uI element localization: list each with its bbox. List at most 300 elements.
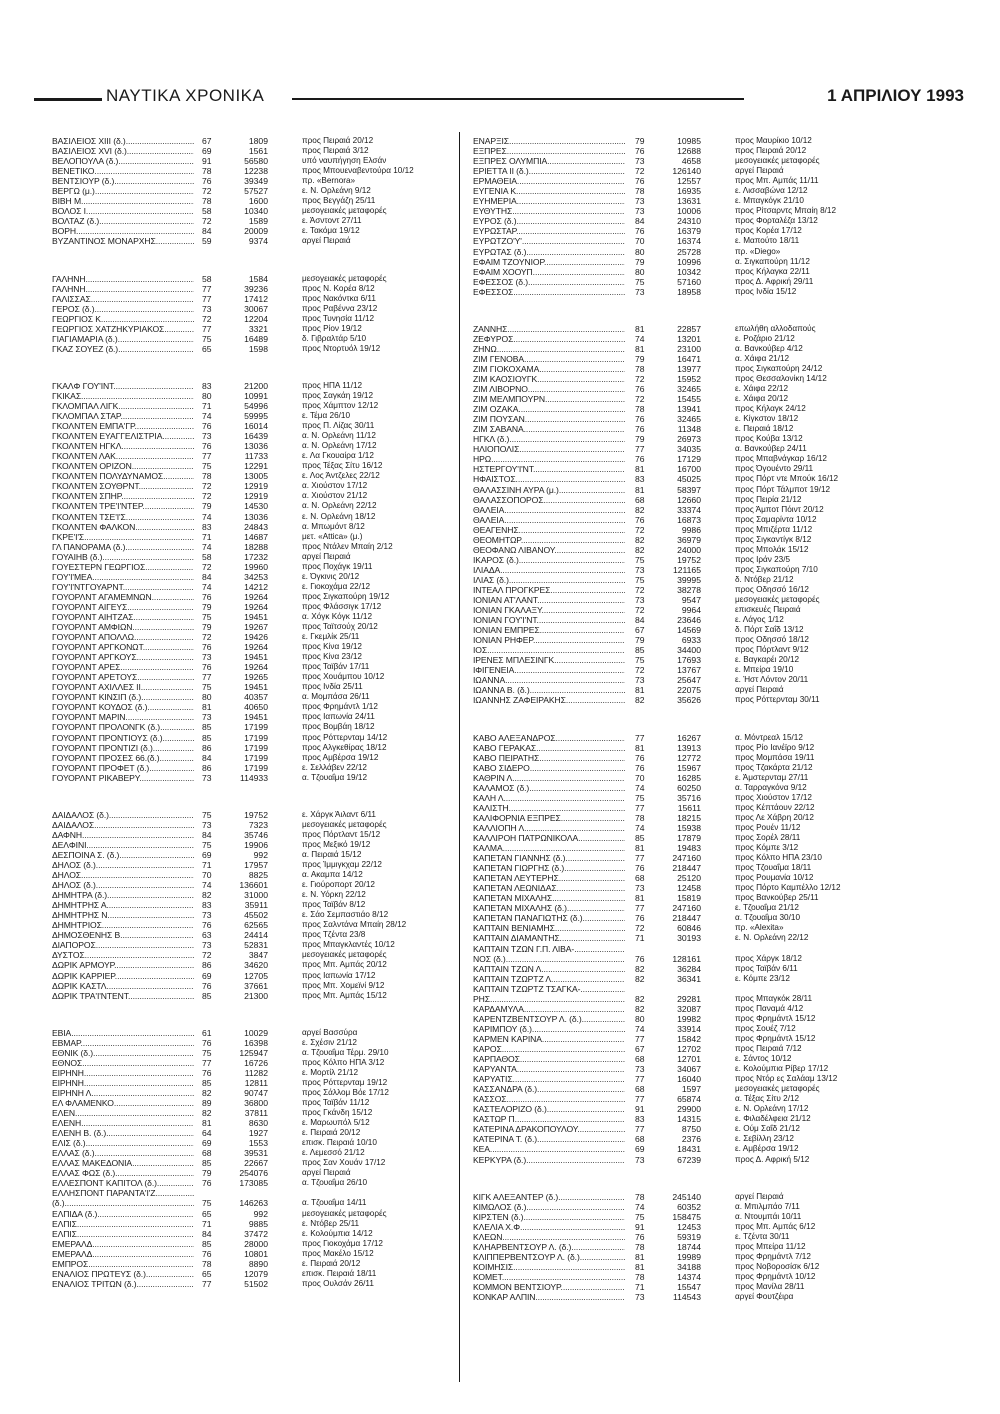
build-year: 71 [635, 933, 645, 944]
build-year: 82 [635, 695, 645, 706]
ship-row [52, 820, 492, 830]
ship-name: ΙΩΑΝΝΑ Β. (δ.) ..... [473, 685, 625, 695]
ship-name: ΒΑΣΙΛΕΙΟΣ XVI (δ.) ..... [52, 146, 194, 156]
ship-row [52, 870, 492, 880]
tonnage: 18431 [677, 1144, 701, 1155]
build-year: 79 [202, 501, 212, 512]
position-note: προς Κόλπο ΗΠΑ 3/12 [302, 1057, 385, 1067]
tonnage: 58397 [677, 484, 701, 495]
tonnage: 51502 [244, 1278, 268, 1289]
ship-row [52, 763, 492, 773]
ship-row [473, 1034, 913, 1044]
ship-row [473, 853, 913, 863]
ship-row [52, 722, 492, 732]
tonnage: 992 [253, 1208, 268, 1219]
position-note: προς Κίνα 23/12 [302, 652, 362, 662]
ship-name: ΚΑΣΣΑΝΔΡΑ (δ.) ..... [473, 1084, 625, 1094]
ship-row [52, 401, 492, 411]
ship-name: ΔΑΦΝΗ ..... [52, 830, 194, 840]
build-year: 77 [635, 1094, 645, 1105]
tonnage: 39531 [244, 1148, 268, 1159]
issue-date: 1 ΑΠΡΙΛΙΟΥ 1993 [827, 86, 964, 105]
position-note: α. Τζουαΐμα 19/12 [302, 772, 367, 782]
position-note: ε. Γιούροπορτ 20/12 [302, 880, 375, 890]
tonnage: 23646 [677, 615, 701, 626]
position-note: α. Ακαμπα 14/12 [302, 870, 363, 880]
ship-name: ΚΑΠΕΤΑΝ ΓΙΩΡΓΗΣ (δ.) ..... [473, 863, 625, 873]
ship-name: ΚΑΠΕΤΑΝ ΜΙΧΑΛΗΣ (δ.) ..... [473, 903, 625, 913]
tonnage: 8630 [248, 1118, 268, 1129]
tonnage: 17199 [244, 752, 268, 763]
ship-row [473, 733, 913, 743]
build-year: 83 [202, 380, 212, 391]
build-year: 73 [635, 883, 645, 894]
position-note: προς Μπ. Αμπάς 6/12 [735, 1221, 816, 1231]
ship-name: ΕΛΛΑΣ ΜΑΚΕΔΟΝΙΑ ..... [52, 1158, 194, 1168]
ship-name: ΓΚΟΛΝΤΕΝ ΠΟΛΥΔΥΝΑΜΟΣ ..... [52, 471, 194, 481]
position-note: προς Μπουεναβεντούρα 10/12 [302, 166, 414, 176]
position-note: ε. Μπαγκόγκ 21/10 [735, 196, 804, 206]
position-note: προς Πόρτ ντε Μπούκ 16/12 [735, 474, 839, 484]
tonnage: 14212 [244, 581, 268, 592]
tonnage: 16873 [677, 514, 701, 525]
ship-name: ΚΑΤΕΡΙΝΑ Τ. (δ.) ..... [473, 1134, 625, 1144]
position-note: ε. Τέμα 26/10 [302, 411, 351, 421]
ship-name: ΚΙΡΣΤΕΝ (δ.) ..... [473, 1212, 625, 1222]
position-note: προς Μπ. Αμπάς 11/11 [735, 176, 819, 186]
position-note: προς Τζακάρτα 21/12 [735, 762, 813, 772]
ship-row [473, 166, 913, 176]
ship-row [52, 960, 492, 970]
position-note: προς Ουλσάν 26/11 [302, 1278, 374, 1288]
ship-row [473, 384, 913, 394]
ship-name: ΙΦΙΓΕΝΕΙΑ ..... [473, 665, 625, 675]
ship-row [473, 974, 913, 984]
tonnage: 14530 [244, 501, 268, 512]
tonnage: 24843 [244, 521, 268, 532]
ship-name: ΓΟΥΟΡΛΝΤ ΑΡΓΚΟΥΣ ..... [52, 652, 194, 662]
ship-section [52, 136, 492, 247]
build-year: 79 [202, 601, 212, 612]
ship-name: ΕΥΡΟΣ (δ.) ..... [473, 216, 625, 226]
tonnage: 254076 [239, 1168, 268, 1179]
position-note: ε. Άσντοντ 27/11 [302, 216, 362, 226]
ship-name: ΚΛΕΛΙΑ Χ.Φ. ..... [473, 1222, 625, 1232]
ship-section [473, 733, 913, 1165]
ship-name: ΓΚΡΕ'Ι'Σ ..... [52, 532, 194, 542]
ship-row [52, 773, 492, 783]
tonnage: 34400 [677, 645, 701, 656]
ship-row [473, 1024, 913, 1034]
ship-row [52, 1108, 492, 1118]
position-note: προς Οδησσό 16/12 [735, 584, 809, 594]
ship-name: ΕΛ ΦΛΑΜΕΝΚΟ ..... [52, 1098, 194, 1108]
ship-row [52, 136, 492, 146]
ship-row [473, 1084, 913, 1094]
ship-name: ΚΑΒΟ ΣΙΔΕΡΟ ..... [473, 763, 625, 773]
position-note: ε. Χάργκ Άιλαντ 6/11 [302, 809, 376, 819]
build-year: 75 [202, 1198, 212, 1209]
ship-row [473, 773, 913, 783]
ship-row [52, 1098, 492, 1108]
position-note: προς Τυνησία 11/12 [302, 313, 375, 323]
tonnage: 12204 [244, 313, 268, 324]
ship-row [473, 984, 913, 994]
ship-name: ΙΟΝΙΑΝ ΓΟΥ'Ι'ΝΤ ..... [473, 615, 625, 625]
position-note: α. Βανκούβερ 4/12 [735, 343, 803, 353]
build-year: 72 [202, 186, 212, 197]
build-year: 75 [202, 682, 212, 693]
ship-name: ΚΟΜΕΤ ..... [473, 1272, 625, 1282]
tonnage: 13941 [677, 404, 701, 415]
ship-row [473, 287, 913, 297]
ship-row [473, 585, 913, 595]
build-year: 72 [202, 632, 212, 643]
tonnage: 17199 [244, 722, 268, 733]
ship-name: ΚΑΤΕΡΙΝΑ ΔΡΑΚΟΠΟΥΛΟΥ ..... [473, 1124, 625, 1134]
position-note: ε. Μορτίλ 21/12 [302, 1067, 359, 1077]
position-note: προς Φρημάντλ 1/12 [302, 702, 378, 712]
position-note: προς Μπ. Χομεϊνί 9/12 [302, 980, 385, 990]
position-note: προς Ιράν 23/5 [735, 554, 791, 564]
tonnage: 37661 [244, 980, 268, 991]
build-year: 72 [202, 481, 212, 492]
position-note: προς Γιοκοχάμα 17/12 [302, 1238, 383, 1248]
ship-name: ΙΡΕΝΕΣ ΜΠΛΕΣΙΝΓΚ ..... [473, 655, 625, 665]
ship-row [52, 166, 492, 176]
ship-row [52, 206, 492, 216]
position-note: ε. Ν. Ορλεάνη 9/12 [302, 186, 371, 196]
ship-name: ΙΟΣ ..... [473, 645, 625, 655]
tonnage: 1589 [248, 216, 268, 227]
position-note: ε. Λισσαβώνα 12/12 [735, 186, 808, 196]
ship-row [52, 572, 492, 582]
build-year: 75 [635, 792, 645, 803]
build-year: 65 [202, 1208, 212, 1219]
build-year: 72 [202, 561, 212, 572]
build-year: 76 [635, 424, 645, 435]
build-year: 82 [635, 993, 645, 1004]
ship-name: ΚΛΙΠΠΕΡΒΕΝΤΣΟΥΡ Λ. (δ.) ..... [473, 1252, 625, 1262]
tonnage: 36284 [677, 963, 701, 974]
ship-row [52, 860, 492, 870]
position-note: ε. Κίγκστον 18/12 [735, 414, 799, 424]
position-note: προς Ρίο Ιανέϊρο 9/12 [735, 742, 815, 752]
tonnage: 19265 [244, 672, 268, 683]
ship-name: ΚΑΠΕΤΑΝ ΠΑΝΑΓΙΩΤΗΣ (δ.) ..... [473, 913, 625, 923]
ship-row [473, 954, 913, 964]
position-note: προς Ν. Κορέα 8/12 [302, 283, 375, 293]
position-note: μεσογειακές μεταφορές [302, 950, 387, 960]
position-note: προς Αμβέρσα 19/12 [302, 752, 379, 762]
position-note: ε. Ν. Ορλεάνη 18/12 [302, 511, 376, 521]
ship-row [52, 1249, 492, 1259]
ship-name: ΓΟΥ'Ι'ΜΕΑ ..... [52, 572, 194, 582]
ship-name: ΙΟΝΙΑΝ ΑΤ'ΛΑΝΤ ..... [473, 595, 625, 605]
build-year: 76 [202, 176, 212, 187]
tonnage: 11348 [677, 424, 701, 435]
ship-name: ΘΕΟΦΑΝΩ ΛΙΒΑΝΟΥ ..... [473, 545, 625, 555]
tonnage: 18288 [244, 541, 268, 552]
position-note: α. Σιγκαπούρη 11/12 [735, 256, 810, 266]
tonnage: 19264 [244, 662, 268, 673]
ship-name: ΓΟΥΟΡΛΝΤ ΑΠΟΛΛΩ ..... [52, 632, 194, 642]
ship-row [52, 1048, 492, 1058]
build-year: 75 [635, 554, 645, 565]
ship-name: ΚΑΛΜΑ ..... [473, 843, 625, 853]
ship-row [52, 981, 492, 991]
build-year: 59 [202, 236, 212, 247]
position-note: ε. Κολούμπια Ρίβερ 17/12 [735, 1064, 829, 1074]
build-year: 73 [202, 940, 212, 951]
ship-name: ΓΚΛΟΜΠΑΛ ΛΙΓΚ ..... [52, 401, 194, 411]
ship-row [52, 1058, 492, 1068]
ship-row [473, 1282, 913, 1292]
build-year: 89 [202, 1097, 212, 1108]
build-year: 72 [635, 605, 645, 616]
ship-name: ΔΗΛΟΣ ..... [52, 870, 194, 880]
build-year: 75 [202, 333, 212, 344]
tonnage: 17879 [677, 833, 701, 843]
position-note: α. Τζουαΐμα Τέρμ. 29/10 [302, 1047, 389, 1057]
ship-name: ΔΗΜΗΤΡΙΟΣ ..... [52, 920, 194, 930]
position-note: προς Ταϊβάν 8/12 [302, 900, 366, 910]
publication-title: ΝΑΥΤΙΚΑ ΧΡΟΝΙΚΑ [106, 86, 265, 105]
position-note: α. Χιούστον 21/12 [302, 491, 368, 501]
ship-row [52, 850, 492, 860]
ship-name: ΗΦΑΙΣΤΟΣ ..... [473, 474, 625, 484]
tonnage: 21300 [244, 990, 268, 1001]
ship-name: ΚΑΠΕΤΑΝ ΛΕΩΝΙΔΑΣ ..... [473, 883, 625, 893]
tonnage: 17199 [244, 732, 268, 743]
build-year: 76 [202, 1248, 212, 1259]
ship-name: ΚΑΒΟ ΑΛΕΞΑΝΔΡΟΣ ..... [473, 733, 625, 743]
position-note: προς Κόμπε 3/12 [735, 843, 799, 853]
position-note: προς Χουάμπου 10/12 [302, 672, 385, 682]
tonnage: 16471 [677, 353, 701, 364]
ship-row [52, 304, 492, 314]
ship-name: ΘΕΟΜΗΤΩΡ ..... [473, 535, 625, 545]
ship-name: ΔΥΣΤΟΣ ..... [52, 950, 194, 960]
ship-name: ΔΑΙΔΑΛΟΣ ..... [52, 820, 194, 830]
build-year: 67 [635, 1043, 645, 1054]
position-note: μεσογειακές μεταφορές [735, 595, 820, 605]
build-year: 77 [635, 732, 645, 743]
build-year: 72 [202, 313, 212, 324]
position-note: προς Ιαπωνία 17/12 [302, 970, 376, 980]
position-note: προς Ρουέν 11/12 [735, 822, 801, 832]
position-note: προς Πόρτλαντ 9/12 [735, 645, 809, 655]
build-year: 86 [202, 742, 212, 753]
ship-row [52, 186, 492, 196]
tonnage: 90747 [244, 1087, 268, 1098]
ship-row [473, 1094, 913, 1104]
tonnage: 12557 [677, 176, 701, 187]
ship-name: ΔΗΛΟΣ (δ.) ..... [52, 880, 194, 890]
ship-name: ΚΑΛΙΦΟΡΝΙΑ ΕΞΠΡΕΣ ..... [473, 813, 625, 823]
ship-row [473, 464, 913, 474]
tonnage: 34253 [244, 571, 268, 582]
build-year: 68 [202, 1148, 212, 1159]
build-year: 84 [202, 571, 212, 582]
position-note: προς Βεγγάζη 25/11 [302, 196, 376, 206]
tonnage: 15819 [677, 893, 701, 904]
build-year: 69 [202, 849, 212, 860]
ship-row [52, 753, 492, 763]
ship-row [473, 545, 913, 555]
position-note: προς Σαν Χουάν 17/12 [302, 1158, 386, 1168]
build-year: 77 [635, 903, 645, 914]
ship-row [473, 555, 913, 565]
build-year: 73 [635, 1154, 645, 1165]
position-note: μεσογειακές μεταφορές [302, 819, 387, 829]
ship-row [52, 522, 492, 532]
position-note: προς Φλάσσιγκ 17/12 [302, 601, 382, 611]
ship-name: ΙΚΑΡΟΣ (δ.) ..... [473, 555, 625, 565]
ship-name: ΓΚΟΛΝΤΕΝ ΟΡΙΖΟΝ ..... [52, 461, 194, 471]
build-year: 75 [202, 839, 212, 850]
build-year: 72 [202, 950, 212, 961]
ship-name: ΓΟΥΑΙΗΒ (δ.) ..... [52, 552, 194, 562]
ship-row [473, 605, 913, 615]
ship-name: ΡΗΣ ..... [473, 994, 625, 1004]
ship-name: ΚΑΡΙΜΠΟΥ (δ.) ..... [473, 1024, 625, 1034]
build-year: 74 [635, 782, 645, 793]
position-note: ε. Χάιφα 22/12 [735, 384, 789, 394]
ship-row [52, 1148, 492, 1158]
build-year: 80 [202, 692, 212, 703]
ship-row [52, 733, 492, 743]
build-year: 78 [202, 471, 212, 482]
ship-row [473, 1054, 913, 1064]
ship-row [52, 1088, 492, 1098]
ship-name: ΚΑΠΤΑΙΝ ΤΖΩΡΤΖ Λ. ..... [473, 974, 625, 984]
ship-row [473, 485, 913, 495]
tonnage: 136601 [239, 880, 268, 891]
tonnage: 24310 [677, 216, 701, 227]
ship-row [52, 146, 492, 156]
build-year: 76 [202, 591, 212, 602]
build-year: 74 [635, 333, 645, 344]
ship-name: ΕΛΠΙΣ ..... [52, 1229, 194, 1239]
position-note: α. Ν. Ορλεάνη 11/12 [302, 431, 376, 441]
ship-name: ΓΟΥΟΡΛΝΤ ΠΡΟΝΤΙΖΙ (δ.) ..... [52, 743, 194, 753]
ship-name: ΕΡΙΕΤΤΑ ΙΙ (δ.) ..... [473, 166, 625, 176]
ship-name: ΕΥΡΩΣΤΑΡ ..... [473, 226, 625, 236]
position-note: προς Φορταλέζα 13/12 [735, 216, 818, 226]
ship-name: ΔΗΛΟΣ (δ.) ..... [52, 860, 194, 870]
position-note: προς Πειραιά 7/12 [735, 1043, 802, 1053]
ship-name: ΕΒΜΑΡ ..... [52, 1038, 194, 1048]
build-year: 68 [635, 494, 645, 505]
build-year: 84 [202, 226, 212, 237]
build-year: 76 [635, 1231, 645, 1242]
ship-row [52, 632, 492, 642]
build-year: 71 [202, 531, 212, 542]
build-year: 73 [635, 206, 645, 217]
tonnage: 16726 [244, 1057, 268, 1068]
ship-name: ΓΕΩΡΓΙΟΣ ΧΑΤΖΗΚΥΡΙΑΚΟΣ ..... [52, 324, 194, 334]
tonnage: 30193 [677, 933, 701, 944]
build-year: 81 [635, 343, 645, 354]
build-year: 79 [635, 635, 645, 646]
ship-name: ΓΟΥΟΡΛΝΤ ΠΡΟΝΤΙΟΥΣ (δ.) ..... [52, 733, 194, 743]
ship-row [473, 324, 913, 334]
position-note: ε. Σεβίλλη 23/12 [735, 1134, 794, 1144]
position-note: ε. Ν. Υόρκη 22/12 [302, 890, 366, 900]
ship-row [52, 491, 492, 501]
tonnage: 17199 [244, 762, 268, 773]
ship-name: ΔΕΣΠΟΙΝΑ Σ. (δ.) ..... [52, 850, 194, 860]
tonnage: 16489 [244, 333, 268, 344]
ship-name: ΓΟΥΟΡΛΝΤ ΑΡΓΚΟΝΩΤ ..... [52, 642, 194, 652]
build-year: 76 [202, 920, 212, 931]
tonnage: 8750 [681, 1124, 701, 1135]
ship-row [473, 763, 913, 773]
ship-row [52, 344, 492, 354]
build-year: 84 [635, 615, 645, 626]
ship-row [52, 1259, 492, 1269]
tonnage: 36800 [244, 1097, 268, 1108]
ship-name: ΔΩΡΙΚ ΚΑΣΤΛ ..... [52, 981, 194, 991]
tonnage: 9547 [681, 595, 701, 606]
ship-name: ΘΕΑΓΕΝΗΣ ..... [473, 525, 625, 535]
tonnage: 26973 [677, 434, 701, 445]
position-note: αργεί Βασσύρα [302, 1027, 358, 1037]
tonnage: 30067 [244, 303, 268, 314]
ship-name: ΚΑΠΤΑΙΝ ΤΖΩΡΤΖ ΤΣΑΓΚΑ- ..... [473, 984, 625, 994]
build-year: 73 [202, 819, 212, 830]
ship-name: ΘΑΛΕΙΑ ..... [473, 515, 625, 525]
position-note: προς Μπαγκόκ 28/11 [735, 993, 813, 1003]
position-note: προς Μπ. Αμπάς 20/12 [302, 960, 387, 970]
position-note: ε. Πειραιά 18/12 [735, 424, 794, 434]
position-note: προς Βανκούβερ 25/11 [735, 893, 819, 903]
build-year: 70 [202, 870, 212, 881]
tonnage: 19264 [244, 601, 268, 612]
position-note: προς Ρόττερνταμ 30/11 [735, 695, 820, 705]
build-year: 85 [202, 1077, 212, 1088]
ship-row [52, 991, 492, 1001]
build-year: 91 [635, 1221, 645, 1232]
position-note: ε. Ν. Ορλεάνη 17/12 [735, 1104, 809, 1114]
ship-name: ΝΟΣ (δ.) ..... [473, 954, 625, 964]
build-year: 75 [202, 611, 212, 622]
build-year: 73 [635, 286, 645, 297]
position-note: πρ. «Diego» [735, 246, 781, 256]
ship-name: ΒΕΝΕΤΙΚΟ ..... [52, 166, 194, 176]
build-year: 76 [202, 421, 212, 432]
position-note: α. Μπιλμπάο 7/11 [735, 1201, 800, 1211]
build-year: 71 [635, 1281, 645, 1292]
tonnage: 36341 [677, 973, 701, 984]
tonnage: 10006 [677, 206, 701, 217]
ship-name: ΖΕΦΥΡΟΣ ..... [473, 334, 625, 344]
ship-name: ΒΟΡΗ ..... [52, 226, 194, 236]
ship-name: ΒΟΛΤΑΖ (δ.) ..... [52, 216, 194, 226]
ship-name: ΚΑΘΡΙΝ Λ. ..... [473, 773, 625, 783]
build-year: 80 [635, 266, 645, 277]
build-year: 85 [202, 732, 212, 743]
tonnage: 19982 [677, 1013, 701, 1024]
ship-row [473, 525, 913, 535]
build-year: 79 [635, 434, 645, 445]
tonnage: 59319 [677, 1231, 701, 1242]
position-note: α. Χάιφα 21/12 [735, 353, 790, 363]
ship-row [52, 622, 492, 632]
tonnage: 39236 [244, 283, 268, 294]
position-note: ε. Ντόβερ 25/11 [302, 1218, 360, 1228]
